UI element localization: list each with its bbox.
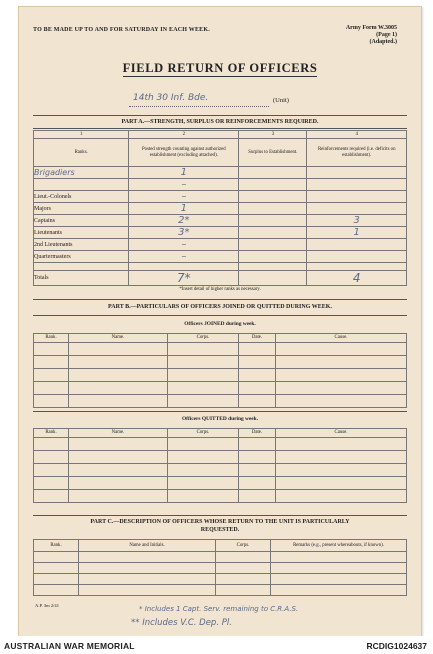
empty-cell <box>69 395 168 408</box>
surplus-cell <box>239 215 307 227</box>
annotation-1: * Includes 1 Capt. Serv. remaining to C.R.A.S. <box>139 605 299 613</box>
empty-cell <box>168 438 239 451</box>
rank-cell: Quartermasters <box>34 251 129 263</box>
reinf-cell <box>307 203 407 215</box>
empty-cell <box>271 563 407 574</box>
col-date: Date. <box>239 429 276 438</box>
empty-cell <box>34 490 69 503</box>
strength-cell: 3* <box>129 227 239 239</box>
form-page: (Page 1) <box>376 32 397 38</box>
divider <box>33 115 407 116</box>
form-number-block <box>346 25 397 46</box>
empty-cell <box>276 356 407 369</box>
empty-cell <box>216 574 271 585</box>
part-a-heading: PART A.—STRENGTH, SURPLUS OR REINFORCEMENTS REQUIRED. <box>121 119 319 125</box>
form-title-wrap <box>19 59 421 77</box>
empty-cell <box>239 438 276 451</box>
empty-cell <box>168 382 239 395</box>
empty-cell <box>239 477 276 490</box>
totals-reinf: 4 <box>307 271 407 286</box>
unit-label: (Unit) <box>273 97 289 104</box>
totals-label: Totals <box>34 271 129 286</box>
surplus-cell <box>239 191 307 203</box>
col-date: Date. <box>239 334 276 343</box>
col-number: 2 <box>129 131 239 139</box>
rank-cell: Majors <box>34 203 129 215</box>
part-c-table <box>33 539 407 596</box>
unit-field <box>129 95 269 107</box>
strength-cell: 1 <box>129 203 239 215</box>
form-number: Army Form W.3005 <box>345 25 397 31</box>
empty-cell <box>34 395 69 408</box>
col-corps: Corps. <box>216 540 271 552</box>
col-number: 3 <box>239 131 307 139</box>
col-number: 4 <box>307 131 407 139</box>
empty-cell <box>168 369 239 382</box>
empty-cell <box>34 477 69 490</box>
empty-cell <box>239 343 276 356</box>
empty-cell <box>239 490 276 503</box>
empty-cell <box>168 451 239 464</box>
divider <box>33 299 407 300</box>
col-rank: Rank. <box>34 429 69 438</box>
totals-strength: 7* <box>129 271 239 286</box>
empty-cell <box>239 356 276 369</box>
divider <box>33 128 407 129</box>
empty-cell <box>69 477 168 490</box>
strength-cell: – <box>129 179 239 191</box>
col-corps: Corps. <box>168 334 239 343</box>
divider <box>33 315 407 316</box>
empty-cell <box>168 356 239 369</box>
reinf-cell <box>307 179 407 191</box>
rank-cell: Captains <box>34 215 129 227</box>
col-header-reinforcements: Reinforcements required (i.e. deficits on establishment). <box>307 139 407 167</box>
empty-cell <box>34 464 69 477</box>
empty-cell <box>239 451 276 464</box>
empty-cell <box>276 369 407 382</box>
empty-cell <box>239 382 276 395</box>
empty-cell <box>34 552 79 563</box>
col-rank: Rank. <box>34 540 79 552</box>
strength-cell: 2* <box>129 215 239 227</box>
form-title: FIELD RETURN OF OFFICERS <box>122 61 318 75</box>
empty-cell <box>79 574 216 585</box>
empty-cell <box>168 343 239 356</box>
empty-cell <box>276 395 407 408</box>
empty-cell <box>168 395 239 408</box>
empty-cell <box>271 574 407 585</box>
reinf-cell <box>307 251 407 263</box>
empty-cell <box>34 574 79 585</box>
empty-cell <box>276 382 407 395</box>
surplus-cell <box>239 239 307 251</box>
rank-cell: 2nd Lieutenants <box>34 239 129 251</box>
form-sheet <box>18 6 422 638</box>
totals-surplus <box>239 271 307 286</box>
col-cause: Cause. <box>276 429 407 438</box>
empty-cell <box>69 451 168 464</box>
col-name: Name. <box>69 334 168 343</box>
empty-cell <box>239 464 276 477</box>
part-c-heading <box>19 519 421 534</box>
surplus-cell <box>239 227 307 239</box>
empty-cell <box>239 395 276 408</box>
col-name: Name. <box>69 429 168 438</box>
empty-cell <box>69 382 168 395</box>
col-number: 1 <box>34 131 129 139</box>
empty-cell <box>271 552 407 563</box>
strength-cell: – <box>129 239 239 251</box>
col-header-surplus: Surplus to Establishment. <box>239 139 307 167</box>
empty-cell <box>216 563 271 574</box>
part-c-heading-line2: REQUESTED. <box>200 526 240 533</box>
empty-cell <box>168 477 239 490</box>
empty-cell <box>239 369 276 382</box>
col-header-ranks: Ranks. <box>34 139 129 167</box>
col-remarks: Remarks (e.g., present whereabouts, if known). <box>271 540 407 552</box>
unit-value: 14th 30 Inf. Bde. <box>133 93 209 103</box>
empty-cell <box>69 356 168 369</box>
reinf-cell <box>307 239 407 251</box>
part-b-heading: PART B.—PARTICULARS OF OFFICERS JOINED OR QUITTED DURING WEEK. <box>108 304 332 310</box>
joined-table <box>33 333 407 408</box>
quitted-table <box>33 428 407 503</box>
reinf-cell: 3 <box>307 215 407 227</box>
surplus-cell <box>239 179 307 191</box>
joined-heading: Officers JOINED during week. <box>184 321 256 327</box>
empty-cell <box>276 464 407 477</box>
col-name-initials: Name and Initials. <box>79 540 216 552</box>
empty-cell <box>216 552 271 563</box>
rank-cell: Lieutenants <box>34 227 129 239</box>
empty-cell <box>276 477 407 490</box>
empty-cell <box>34 382 69 395</box>
empty-cell <box>276 490 407 503</box>
strength-cell: – <box>129 191 239 203</box>
empty-cell <box>34 356 69 369</box>
empty-cell <box>69 343 168 356</box>
empty-cell <box>276 451 407 464</box>
reinf-cell <box>307 263 407 271</box>
strength-cell <box>129 263 239 271</box>
archive-reference: RCDIG1024637 <box>366 641 427 651</box>
empty-cell <box>79 585 216 596</box>
empty-cell <box>168 490 239 503</box>
reinf-cell <box>307 167 407 179</box>
surplus-cell <box>239 263 307 271</box>
empty-cell <box>34 451 69 464</box>
empty-cell <box>276 438 407 451</box>
empty-cell <box>276 343 407 356</box>
empty-cell <box>69 464 168 477</box>
empty-cell <box>216 585 271 596</box>
reinf-cell: 1 <box>307 227 407 239</box>
col-header-strength: Posted strength counting against authorized establishment (excluding attached). <box>129 139 239 167</box>
strength-cell: – <box>129 251 239 263</box>
reinf-cell <box>307 191 407 203</box>
surplus-cell <box>239 203 307 215</box>
empty-cell <box>34 585 79 596</box>
col-rank: Rank. <box>34 334 69 343</box>
empty-cell <box>69 490 168 503</box>
col-cause: Cause. <box>276 334 407 343</box>
part-a-table <box>33 130 407 286</box>
archive-name: AUSTRALIAN WAR MEMORIAL <box>4 641 135 651</box>
rank-cell <box>34 263 129 271</box>
empty-cell <box>69 438 168 451</box>
empty-cell <box>34 343 69 356</box>
divider <box>33 411 407 412</box>
surplus-cell <box>239 167 307 179</box>
empty-cell <box>168 464 239 477</box>
empty-cell <box>69 369 168 382</box>
empty-cell <box>34 369 69 382</box>
form-adapted: (Adapted.) <box>369 39 397 45</box>
surplus-cell <box>239 251 307 263</box>
part-c-heading-line1: PART C.—DESCRIPTION OF OFFICERS WHOSE RETURN TO THE UNIT IS PARTICULARLY <box>90 519 350 525</box>
instruction-text: TO BE MADE UP TO AND FOR SATURDAY IN EACH WEEK. <box>33 27 210 33</box>
rank-cell: Brigadiers <box>34 167 129 179</box>
rank-cell: Lieut.-Colonels <box>34 191 129 203</box>
empty-cell <box>79 563 216 574</box>
printer-mark: A.P. 3m 2/41 <box>35 603 59 608</box>
empty-cell <box>79 552 216 563</box>
part-a-footnote: *Insert detail of higher ranks as necessary. <box>179 287 261 292</box>
empty-cell <box>34 438 69 451</box>
annotation-2: ** Includes V.C. Dep. Pl. <box>131 618 232 628</box>
empty-cell <box>34 563 79 574</box>
empty-cell <box>271 585 407 596</box>
col-corps: Corps. <box>168 429 239 438</box>
strength-cell: 1 <box>129 167 239 179</box>
divider <box>33 515 407 516</box>
archive-footer <box>0 636 433 654</box>
quitted-heading: Officers QUITTED during week. <box>181 416 259 422</box>
rank-cell <box>34 179 129 191</box>
